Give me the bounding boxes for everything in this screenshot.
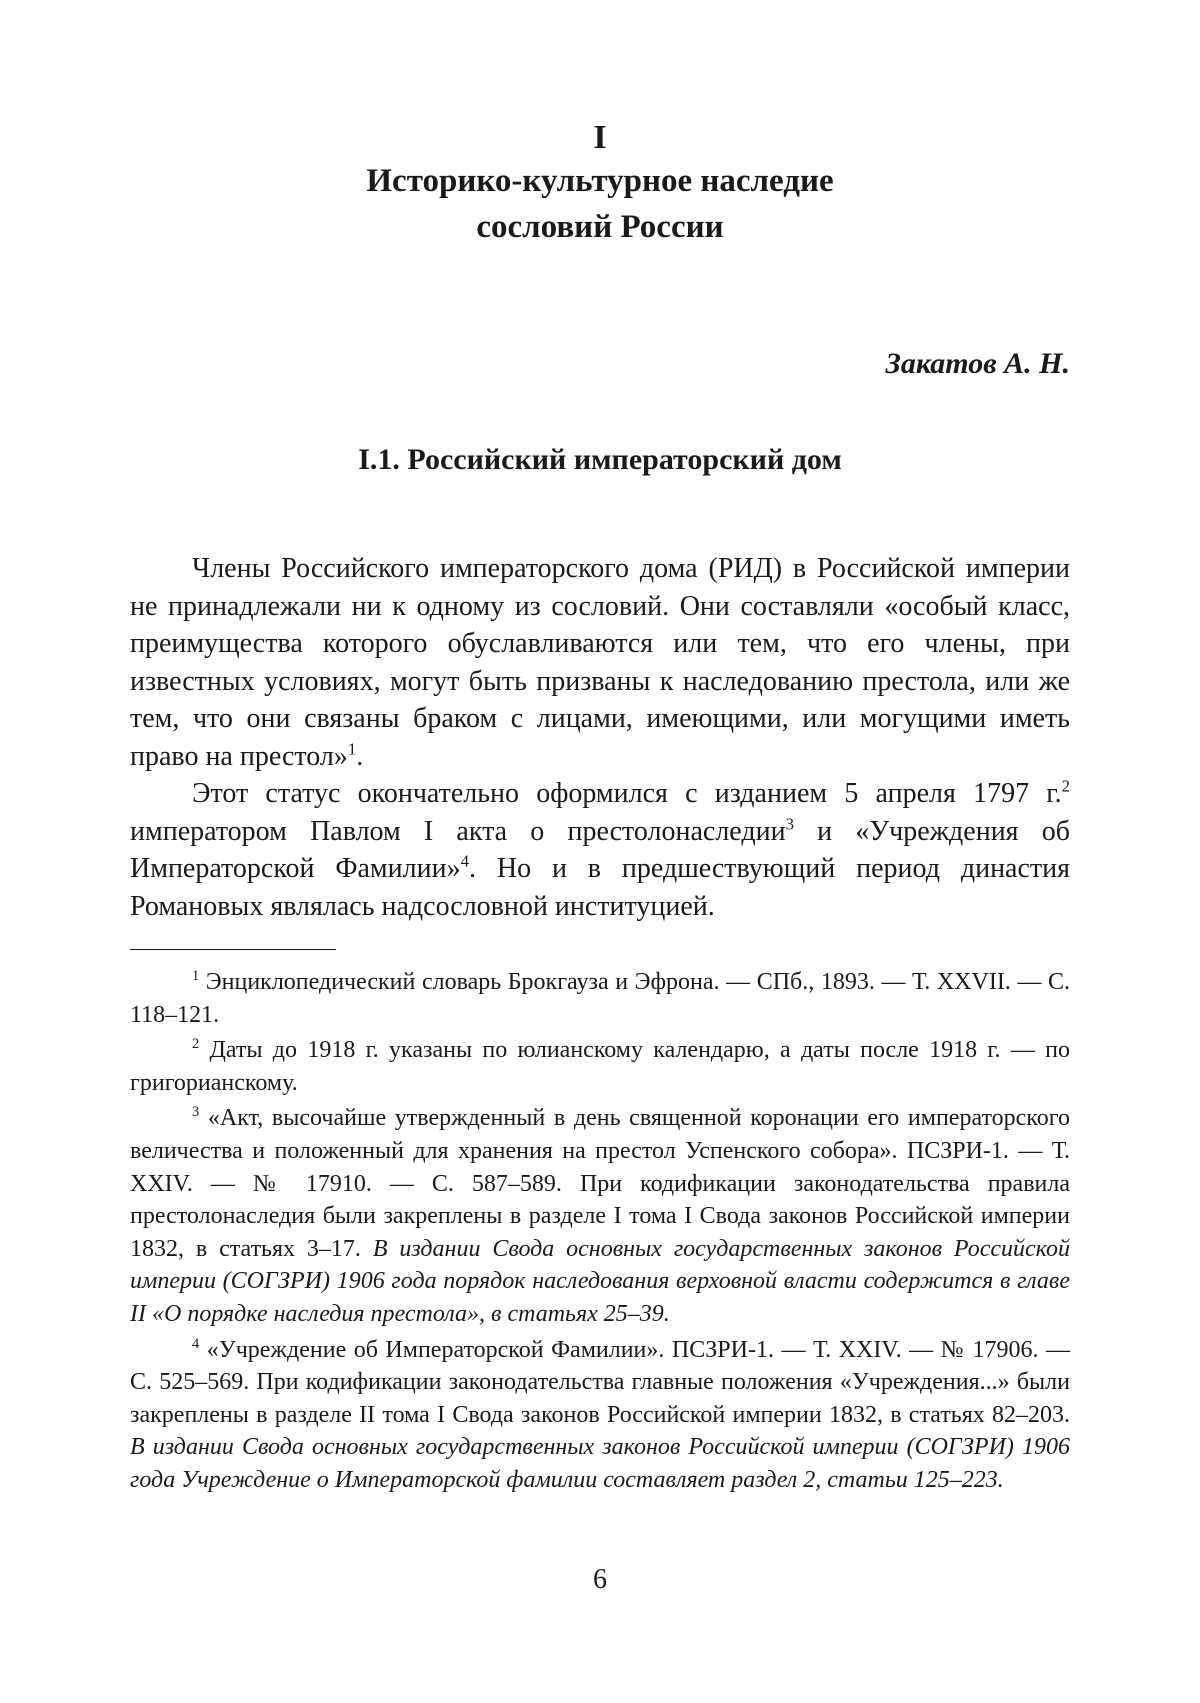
author-name: Закатов А. Н. — [885, 347, 1070, 380]
footnote-number: 2 — [192, 1036, 200, 1053]
footnote-ref: 4 — [460, 851, 469, 871]
footnotes — [130, 966, 1070, 1500]
footnote-text: Энциклопедический словарь Брокгауза и Эфрона. — СПб., 1893. — Т. XXVII. — С. 118–121. — [130, 969, 1070, 1028]
footnote-separator — [130, 949, 336, 950]
footnote-1 — [130, 966, 1070, 1031]
section-title: I.1. Российский императорский дом — [358, 443, 842, 476]
paragraph-text: и «Учреждения об Императорской Фамилии» — [130, 815, 1070, 884]
part-title-line-1: Историко-культурное наследие — [366, 163, 834, 199]
paragraph-text: Члены Российского императорского дома (РИД) в Российской империи не принадлежали ни к одному из сословий. Они составляли «особый класс, преимущества которого обуславливаются или тем, что его члены, при известных условиях, могут быть призваны к наследованию престола, или же тем, что они связаны браком с лицами, имеющими, или могущими иметь право на престол» — [130, 553, 1070, 772]
part-title-line-2: сословий России — [476, 209, 724, 245]
footnote-ref: 2 — [1061, 776, 1070, 796]
document-page — [130, 0, 1070, 1703]
footnote-number: 4 — [192, 1335, 200, 1352]
footnote-text: «Учреждение об Императорской Фамилии». ПСЗРИ-1. — Т. XXIV. — № 17906. — С. 525–569. При кодификации законодательства главные положения «Учреждения...» были закреплены в разделе II тома I Свода законов Российской империи 1832, в статьях 82–203. — [130, 1336, 1071, 1428]
footnote-ref: 3 — [785, 814, 794, 834]
footnote-number: 1 — [192, 968, 200, 984]
footnote-italic-text: В издании Свода основных государственных законов Российской империи (СОГЗРИ) 1906 года Учреждение о Императорской фамилии составляет раздел 2, статьи 125–223. — [130, 1434, 1070, 1493]
footnote-text: «Акт, высочайше утвержденный в день священной коронации его императорского величества и положенный для хранения на престол Успенского собора». ПСЗРИ-1. — Т. XXIV. — № 17910. — С. 587–589. При кодификации законодательства правила престолонаследия были закреплены в разделе I тома I Свода законов Российской империи 1832, в статьях 3–17. — [130, 1105, 1070, 1262]
paragraph-2 — [130, 775, 1070, 925]
part-numeral: I — [593, 119, 607, 156]
footnote-text: Даты до 1918 г. указаны по юлианскому календарю, а даты после 1918 г. — по григорианскому. — [130, 1037, 1070, 1096]
page-number: 6 — [593, 1564, 607, 1595]
paragraph-text: императором Павлом I акта о престолонаследии — [130, 815, 786, 847]
footnote-number: 3 — [192, 1104, 200, 1121]
paragraph-1 — [130, 550, 1070, 775]
footnote-4 — [130, 1334, 1070, 1497]
footnote-3 — [130, 1102, 1070, 1330]
footnote-italic-text: В издании Свода основных государственных законов Российской империи (СОГЗРИ) 1906 года порядок наследования верховной власти содержится в главе II «О порядке наследия престола», в статьях 25–39. — [130, 1235, 1070, 1327]
paragraph-text: . Но и в предшествующий период династия Романовых являлась надсословной институцией. — [130, 853, 1071, 922]
part-title — [130, 158, 1070, 250]
paragraph-text: . — [356, 740, 364, 772]
footnote-ref: 1 — [347, 739, 357, 759]
paragraph-text: Этот статус окончательно оформился с изданием 5 апреля 1797 г. — [192, 778, 1062, 809]
body-text — [130, 550, 1070, 925]
footnote-2 — [130, 1034, 1070, 1099]
